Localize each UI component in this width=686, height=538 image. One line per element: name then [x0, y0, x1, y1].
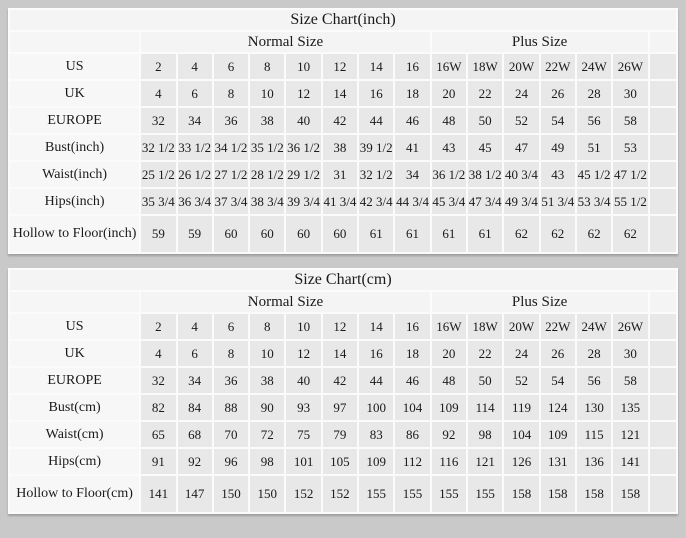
size-value-cell: 59 [141, 216, 175, 252]
spacer-cell [650, 108, 676, 133]
size-value-cell: 60 [286, 216, 320, 252]
size-value-cell: 54 [541, 368, 575, 393]
size-value-cell: 135 [613, 395, 647, 420]
size-value-cell: 37 3/4 [214, 189, 248, 214]
size-value-cell: 44 3/4 [395, 189, 429, 214]
size-value-cell: 12 [286, 341, 320, 366]
size-value-cell: 61 [359, 216, 393, 252]
size-value-cell: 26 [541, 81, 575, 106]
table-row [10, 422, 676, 447]
size-value-cell: 97 [323, 395, 357, 420]
spacer-cell [650, 314, 676, 339]
size-value-cell: 43 [541, 162, 575, 187]
spacer-cell [650, 476, 676, 512]
size-value-cell: 42 3/4 [359, 189, 393, 214]
size-value-cell: 22W [541, 54, 575, 79]
size-value-cell: 30 [613, 81, 647, 106]
size-value-cell: 58 [613, 368, 647, 393]
size-value-cell: 16 [359, 341, 393, 366]
size-value-cell: 4 [178, 314, 212, 339]
size-value-cell: 35 1/2 [250, 135, 284, 160]
table-row [10, 314, 676, 339]
size-value-cell: 36 1/2 [286, 135, 320, 160]
size-value-cell: 32 [141, 108, 175, 133]
size-value-cell: 150 [250, 476, 284, 512]
spacer-cell [650, 162, 676, 187]
size-value-cell: 36 3/4 [178, 189, 212, 214]
size-value-cell: 100 [359, 395, 393, 420]
size-value-cell: 61 [468, 216, 502, 252]
size-value-cell: 119 [504, 395, 538, 420]
size-value-cell: 44 [359, 368, 393, 393]
size-value-cell: 43 [432, 135, 466, 160]
size-value-cell: 18 [395, 341, 429, 366]
size-value-cell: 109 [359, 449, 393, 474]
size-value-cell: 46 [395, 368, 429, 393]
spacer-cell [650, 395, 676, 420]
size-value-cell: 62 [613, 216, 647, 252]
size-value-cell: 44 [359, 108, 393, 133]
size-value-cell: 91 [141, 449, 175, 474]
size-value-cell: 2 [141, 314, 175, 339]
size-value-cell: 4 [141, 81, 175, 106]
size-value-cell: 28 1/2 [250, 162, 284, 187]
size-value-cell: 70 [214, 422, 248, 447]
spacer-cell [650, 292, 676, 312]
size-value-cell: 6 [214, 314, 248, 339]
size-value-cell: 32 1/2 [359, 162, 393, 187]
size-value-cell: 39 1/2 [359, 135, 393, 160]
size-value-cell: 38 [250, 108, 284, 133]
size-value-cell: 34 [395, 162, 429, 187]
size-value-cell: 60 [214, 216, 248, 252]
size-value-cell: 10 [250, 81, 284, 106]
size-value-cell: 155 [359, 476, 393, 512]
table-row [10, 216, 676, 252]
size-value-cell: 50 [468, 108, 502, 133]
size-value-cell: 121 [468, 449, 502, 474]
size-value-cell: 30 [613, 341, 647, 366]
size-value-cell: 40 [286, 108, 320, 133]
size-value-cell: 42 [323, 108, 357, 133]
size-value-cell: 40 [286, 368, 320, 393]
size-value-cell: 45 [468, 135, 502, 160]
size-value-cell: 152 [323, 476, 357, 512]
size-value-cell: 58 [613, 108, 647, 133]
size-value-cell: 14 [323, 341, 357, 366]
table-row [10, 341, 676, 366]
table-row [10, 449, 676, 474]
size-value-cell: 34 1/2 [214, 135, 248, 160]
size-value-cell: 93 [286, 395, 320, 420]
size-value-cell: 38 3/4 [250, 189, 284, 214]
size-value-cell: 42 [323, 368, 357, 393]
size-value-cell: 40 3/4 [504, 162, 538, 187]
size-value-cell: 96 [214, 449, 248, 474]
size-value-cell: 52 [504, 368, 538, 393]
size-value-cell: 62 [541, 216, 575, 252]
size-value-cell: 24W [577, 54, 611, 79]
size-value-cell: 101 [286, 449, 320, 474]
size-value-cell: 16 [359, 81, 393, 106]
corner-cell [10, 32, 139, 52]
size-value-cell: 60 [323, 216, 357, 252]
size-value-cell: 28 [577, 341, 611, 366]
size-value-cell: 18W [468, 314, 502, 339]
table-title-row [10, 270, 676, 290]
table-row [10, 81, 676, 106]
size-value-cell: 36 [214, 108, 248, 133]
size-value-cell: 38 1/2 [468, 162, 502, 187]
size-value-cell: 147 [178, 476, 212, 512]
size-value-cell: 79 [323, 422, 357, 447]
size-value-cell: 22W [541, 314, 575, 339]
size-value-cell: 114 [468, 395, 502, 420]
size-chart-cm-table [8, 268, 678, 514]
size-value-cell: 62 [504, 216, 538, 252]
spacer-cell [650, 449, 676, 474]
size-value-cell: 41 [395, 135, 429, 160]
row-label: Hollow to Floor(inch) [10, 216, 139, 252]
size-value-cell: 45 1/2 [577, 162, 611, 187]
size-value-cell: 27 1/2 [214, 162, 248, 187]
size-value-cell: 155 [395, 476, 429, 512]
size-value-cell: 16 [395, 54, 429, 79]
size-value-cell: 38 [250, 368, 284, 393]
normal-size-header: Normal Size [141, 292, 430, 312]
spacer-cell [650, 216, 676, 252]
size-value-cell: 16W [432, 54, 466, 79]
size-value-cell: 68 [178, 422, 212, 447]
size-value-cell: 92 [178, 449, 212, 474]
table-row [10, 54, 676, 79]
size-value-cell: 36 1/2 [432, 162, 466, 187]
table-title: Size Chart(cm) [10, 270, 676, 290]
size-value-cell: 48 [432, 108, 466, 133]
size-value-cell: 6 [214, 54, 248, 79]
size-chart-cm-body [10, 314, 676, 512]
size-value-cell: 39 3/4 [286, 189, 320, 214]
size-value-cell: 126 [504, 449, 538, 474]
row-label: Bust(inch) [10, 135, 139, 160]
size-value-cell: 49 [541, 135, 575, 160]
row-label: EUROPE [10, 368, 139, 393]
size-value-cell: 14 [359, 314, 393, 339]
size-value-cell: 46 [395, 108, 429, 133]
size-value-cell: 50 [468, 368, 502, 393]
size-value-cell: 2 [141, 54, 175, 79]
size-value-cell: 47 1/2 [613, 162, 647, 187]
table-row [10, 368, 676, 393]
size-value-cell: 10 [250, 341, 284, 366]
spacer-cell [650, 189, 676, 214]
size-value-cell: 8 [250, 314, 284, 339]
size-value-cell: 12 [323, 314, 357, 339]
size-value-cell: 32 1/2 [141, 135, 175, 160]
table-row [10, 476, 676, 512]
row-label: Hips(cm) [10, 449, 139, 474]
normal-size-header: Normal Size [141, 32, 430, 52]
size-value-cell: 83 [359, 422, 393, 447]
size-value-cell: 131 [541, 449, 575, 474]
size-value-cell: 22 [468, 341, 502, 366]
size-value-cell: 45 3/4 [432, 189, 466, 214]
plus-size-header: Plus Size [432, 32, 648, 52]
table-row [10, 189, 676, 214]
size-value-cell: 47 [504, 135, 538, 160]
size-value-cell: 4 [178, 54, 212, 79]
spacer-cell [650, 368, 676, 393]
size-value-cell: 92 [432, 422, 466, 447]
row-label: US [10, 54, 139, 79]
row-label: UK [10, 341, 139, 366]
size-value-cell: 26W [613, 314, 647, 339]
size-value-cell: 150 [214, 476, 248, 512]
size-value-cell: 18W [468, 54, 502, 79]
plus-size-header: Plus Size [432, 292, 648, 312]
size-value-cell: 59 [178, 216, 212, 252]
size-value-cell: 35 3/4 [141, 189, 175, 214]
size-value-cell: 98 [468, 422, 502, 447]
size-value-cell: 60 [250, 216, 284, 252]
size-value-cell: 152 [286, 476, 320, 512]
row-label: US [10, 314, 139, 339]
size-value-cell: 20 [432, 81, 466, 106]
corner-cell [10, 292, 139, 312]
size-value-cell: 26 [541, 341, 575, 366]
size-value-cell: 28 [577, 81, 611, 106]
size-value-cell: 56 [577, 108, 611, 133]
size-value-cell: 24 [504, 341, 538, 366]
size-value-cell: 124 [541, 395, 575, 420]
size-value-cell: 47 3/4 [468, 189, 502, 214]
spacer-cell [650, 422, 676, 447]
size-value-cell: 24W [577, 314, 611, 339]
size-value-cell: 104 [395, 395, 429, 420]
row-label: Hollow to Floor(cm) [10, 476, 139, 512]
table-row [10, 162, 676, 187]
spacer-cell [650, 341, 676, 366]
size-value-cell: 10 [286, 54, 320, 79]
size-value-cell: 38 [323, 135, 357, 160]
size-value-cell: 34 [178, 108, 212, 133]
size-value-cell: 10 [286, 314, 320, 339]
size-value-cell: 14 [323, 81, 357, 106]
size-value-cell: 155 [468, 476, 502, 512]
size-value-cell: 155 [432, 476, 466, 512]
size-value-cell: 136 [577, 449, 611, 474]
size-value-cell: 29 1/2 [286, 162, 320, 187]
size-value-cell: 31 [323, 162, 357, 187]
table-row [10, 395, 676, 420]
size-chart-inch-table [8, 8, 678, 254]
size-value-cell: 141 [613, 449, 647, 474]
size-value-cell: 62 [577, 216, 611, 252]
size-value-cell: 82 [141, 395, 175, 420]
column-group-row [10, 292, 676, 312]
size-value-cell: 24 [504, 81, 538, 106]
size-value-cell: 72 [250, 422, 284, 447]
size-chart-inch-body [10, 54, 676, 252]
size-value-cell: 16W [432, 314, 466, 339]
spacer-cell [650, 81, 676, 106]
table-title: Size Chart(inch) [10, 10, 676, 30]
size-value-cell: 158 [577, 476, 611, 512]
size-value-cell: 8 [214, 341, 248, 366]
row-label: Waist(cm) [10, 422, 139, 447]
size-value-cell: 8 [214, 81, 248, 106]
size-value-cell: 26W [613, 54, 647, 79]
size-value-cell: 41 3/4 [323, 189, 357, 214]
row-label: Bust(cm) [10, 395, 139, 420]
size-value-cell: 109 [432, 395, 466, 420]
size-value-cell: 55 1/2 [613, 189, 647, 214]
row-label: UK [10, 81, 139, 106]
size-value-cell: 116 [432, 449, 466, 474]
size-value-cell: 105 [323, 449, 357, 474]
size-value-cell: 36 [214, 368, 248, 393]
size-value-cell: 34 [178, 368, 212, 393]
size-value-cell: 49 3/4 [504, 189, 538, 214]
column-group-row [10, 32, 676, 52]
size-value-cell: 61 [432, 216, 466, 252]
size-value-cell: 20W [504, 314, 538, 339]
size-value-cell: 52 [504, 108, 538, 133]
size-value-cell: 53 [613, 135, 647, 160]
size-value-cell: 104 [504, 422, 538, 447]
size-value-cell: 26 1/2 [178, 162, 212, 187]
size-value-cell: 54 [541, 108, 575, 133]
size-value-cell: 14 [359, 54, 393, 79]
size-value-cell: 32 [141, 368, 175, 393]
size-value-cell: 25 1/2 [141, 162, 175, 187]
size-value-cell: 8 [250, 54, 284, 79]
size-value-cell: 6 [178, 81, 212, 106]
size-value-cell: 12 [323, 54, 357, 79]
spacer-cell [650, 135, 676, 160]
row-label: Waist(inch) [10, 162, 139, 187]
size-value-cell: 115 [577, 422, 611, 447]
row-label: Hips(inch) [10, 189, 139, 214]
size-value-cell: 65 [141, 422, 175, 447]
row-label: EUROPE [10, 108, 139, 133]
size-value-cell: 20 [432, 341, 466, 366]
size-value-cell: 112 [395, 449, 429, 474]
size-value-cell: 18 [395, 81, 429, 106]
size-value-cell: 75 [286, 422, 320, 447]
size-value-cell: 86 [395, 422, 429, 447]
size-value-cell: 33 1/2 [178, 135, 212, 160]
size-value-cell: 20W [504, 54, 538, 79]
size-value-cell: 90 [250, 395, 284, 420]
size-value-cell: 61 [395, 216, 429, 252]
spacer-cell [650, 32, 676, 52]
size-value-cell: 158 [613, 476, 647, 512]
size-value-cell: 48 [432, 368, 466, 393]
size-value-cell: 141 [141, 476, 175, 512]
size-value-cell: 6 [178, 341, 212, 366]
size-value-cell: 84 [178, 395, 212, 420]
size-value-cell: 12 [286, 81, 320, 106]
size-value-cell: 16 [395, 314, 429, 339]
size-value-cell: 109 [541, 422, 575, 447]
size-value-cell: 158 [504, 476, 538, 512]
table-row [10, 135, 676, 160]
table-title-row [10, 10, 676, 30]
spacer-cell [650, 54, 676, 79]
size-value-cell: 51 3/4 [541, 189, 575, 214]
size-value-cell: 22 [468, 81, 502, 106]
table-row [10, 108, 676, 133]
size-value-cell: 88 [214, 395, 248, 420]
size-value-cell: 51 [577, 135, 611, 160]
size-value-cell: 53 3/4 [577, 189, 611, 214]
size-value-cell: 56 [577, 368, 611, 393]
size-value-cell: 158 [541, 476, 575, 512]
size-value-cell: 121 [613, 422, 647, 447]
size-value-cell: 98 [250, 449, 284, 474]
size-value-cell: 4 [141, 341, 175, 366]
size-value-cell: 130 [577, 395, 611, 420]
